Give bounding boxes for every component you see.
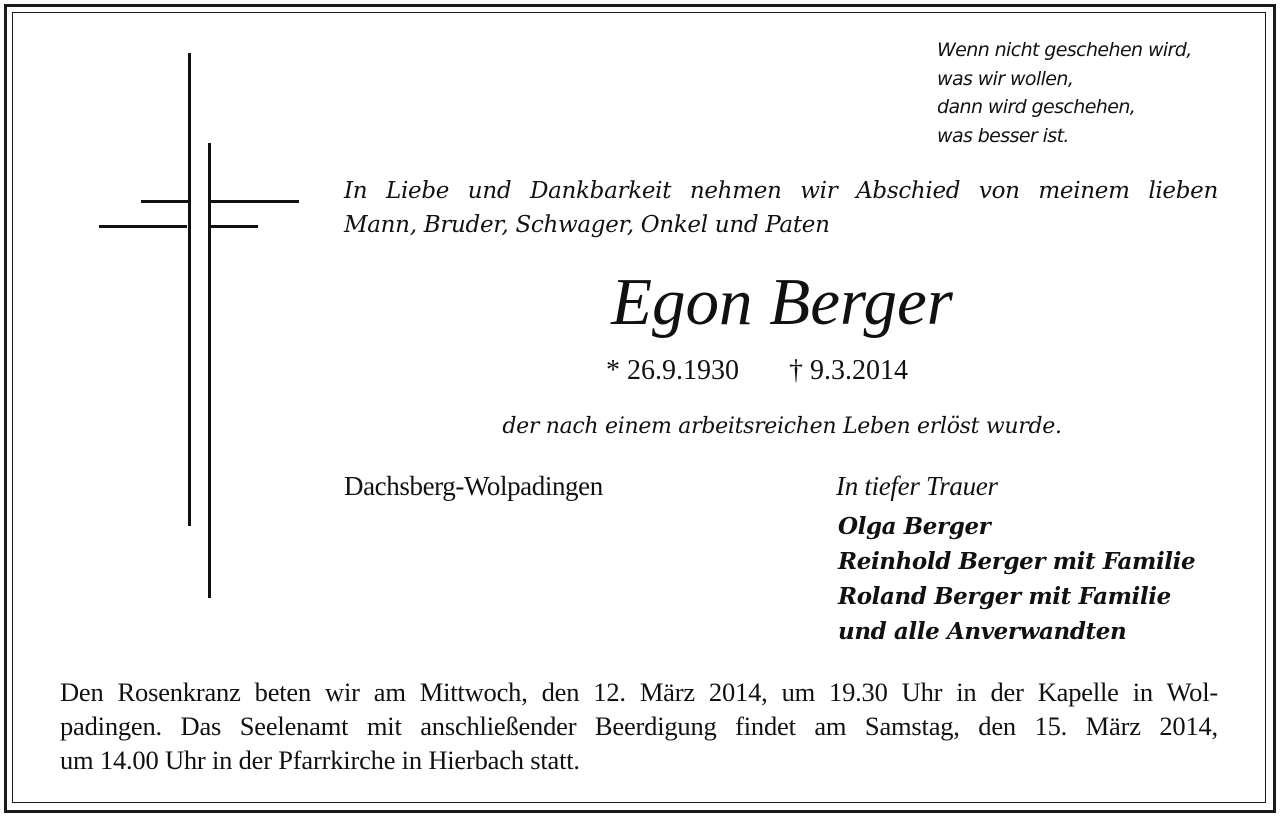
cross-icon — [95, 50, 305, 610]
motto — [937, 36, 1192, 150]
place-name: Dachsberg-Wolpadingen — [344, 471, 603, 501]
mourner: und alle Anverwandten — [838, 618, 1127, 645]
mourner: Olga Berger — [838, 513, 991, 540]
relief-line: der nach einem arbeitsreichen Leben erlöst wurde. — [502, 414, 1062, 439]
mourners-list — [838, 509, 1195, 649]
life-dates — [606, 354, 908, 388]
notice-line: um 14.00 Uhr in der Pfarrkirche in Hierbach statt. — [60, 745, 580, 775]
grief-label: In tiefer Trauer — [836, 471, 998, 501]
mourner: Reinhold Berger mit Familie — [838, 548, 1196, 575]
notice-line: Den Rosenkranz beten wir am Mittwoch, den 12. März 2014, um 19.30 Uhr in der Kapelle in Wol- — [60, 677, 1218, 707]
motto-line: was wir wollen, — [937, 67, 1074, 90]
intro-text — [344, 174, 1218, 242]
birth-date: * 26.9.1930 — [606, 355, 739, 386]
service-notice — [60, 675, 1218, 777]
deceased-name: Egon Berger — [611, 265, 953, 339]
intro-line: Mann, Bruder, Schwager, Onkel und Paten — [344, 212, 830, 238]
intro-line: In Liebe und Dankbarkeit nehmen wir Abschied von meinem lieben — [344, 178, 1218, 204]
motto-line: Wenn nicht geschehen wird, — [937, 39, 1192, 61]
motto-line: dann wird geschehen, — [937, 96, 1136, 118]
death-date: † 9.3.2014 — [789, 355, 908, 386]
notice-line: padingen. Das Seelenamt mit anschließender Beerdigung findet am Samstag, den 15. März 2014, — [60, 711, 1218, 741]
mourner: Roland Berger mit Familie — [838, 583, 1171, 610]
motto-line: was besser ist. — [937, 124, 1069, 147]
